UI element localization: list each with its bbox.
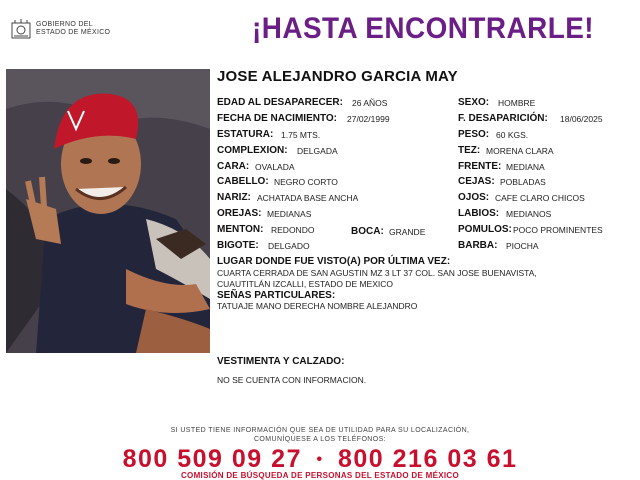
field-ears: OREJAS: MEDIANAS [217,208,312,219]
phone-numbers [0,445,640,474]
person-name: JOSE ALEJANDRO GARCIA MAY [217,68,458,85]
field-age: EDAD AL DESAPARECER: 26 AÑOS [217,97,388,108]
government-logo [10,18,110,40]
field-mouth: BOCA: GRANDE [351,226,426,237]
field-beard: BARBA: PIOCHA [458,240,539,251]
photo-illustration [6,69,210,353]
person-photo [6,69,210,353]
field-face: CARA: OVALADA [217,161,295,172]
headline: ¡HASTA ENCONTRARLE! [252,12,595,45]
field-chin: MENTON: REDONDO [217,224,315,235]
field-sex: SEXO: HOMBRE [458,97,536,108]
field-lips: LABIOS: MEDIANOS [458,208,552,219]
field-complexion: TEZ: MORENA CLARA [458,145,554,156]
last-seen-title: LUGAR DONDE FUE VISTO(A) POR ÚLTIMA VEZ: [217,256,451,267]
field-eyebrows: CEJAS: POBLADAS [458,176,546,187]
field-disappearance-date: F. DESAPARICIÓN: 18/06/2025 [458,113,603,124]
field-hair: CABELLO: NEGRO CORTO [217,176,338,187]
field-cheekbones: POMULOS: POCO PROMINENTES [458,224,603,235]
commission-name: COMISIÓN DE BÚSQUEDA DE PERSONAS DEL ESTADO DE MÉXICO [180,471,459,480]
logo-line2: ESTADO DE MÉXICO [36,29,111,36]
logo-line1: GOBIERNO DEL [36,21,93,28]
coat-of-arms-icon [10,18,32,40]
clothing-text: NO SE CUENTA CON INFORMACION. [217,375,367,385]
logo-text [36,21,110,37]
last-seen-line2: CUAUTITLÁN IZCALLI, ESTADO DE MEXICO [217,279,394,289]
field-forehead: FRENTE: MEDIANA [458,161,545,172]
field-mustache: BIGOTE: DELGADO [217,240,310,251]
clothing-title: VESTIMENTA Y CALZADO: [217,356,345,367]
field-height: ESTATURA: 1.75 MTS. [217,129,321,140]
field-birthdate: FECHA DE NACIMIENTO: 27/02/1999 [217,113,390,124]
last-seen-line1: CUARTA CERRADA DE SAN AGUSTIN MZ 3 LT 37 COL. SAN JOSE BUENAVISTA, [217,268,537,278]
footer-note-line1: SI USTED TIENE INFORMACIÓN QUE SEA DE UTILIDAD PARA SU LOCALIZACIÓN, [170,427,470,434]
phone-number-1[interactable]: 800 509 09 27 [122,445,302,473]
field-nose: NARIZ: ACHATADA BASE ANCHA [217,192,359,203]
field-weight: PESO: 60 KGS. [458,129,529,140]
footer-note-line2: COMUNÍQUESE A LOS TELÉFONOS: [253,436,387,443]
field-build: COMPLEXION: DELGADA [217,145,338,156]
field-eyes: OJOS: CAFE CLARO CHICOS [458,192,585,203]
marks-title: SEÑAS PARTICULARES: [217,290,336,301]
phone-number-2[interactable]: 800 216 03 61 [338,445,518,473]
marks-text: TATUAJE MANO DERECHA NOMBRE ALEJANDRO [217,301,418,311]
phone-separator: • [316,451,324,469]
